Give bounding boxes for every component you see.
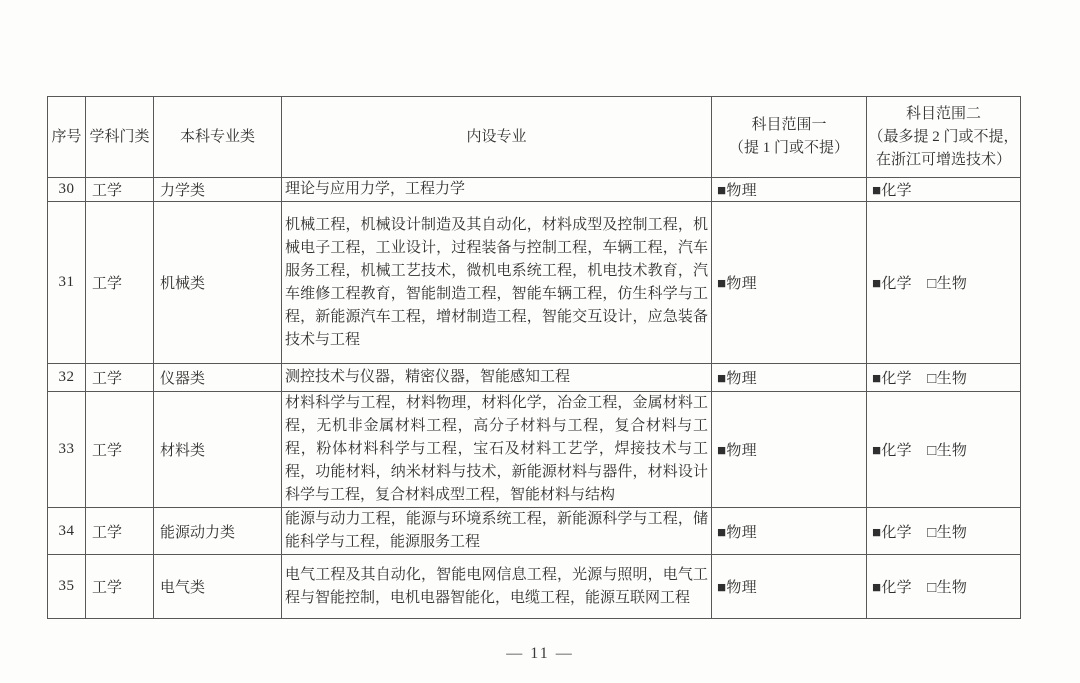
discipline-category-cell: 工学 <box>86 508 154 555</box>
subject-range-2-cell: ■化学 □生物 <box>867 508 1021 555</box>
major-class-cell: 机械类 <box>154 202 282 364</box>
discipline-category-cell: 工学 <box>86 392 154 508</box>
serial-number-cell: 32 <box>48 364 86 392</box>
included-majors-cell: 理论与应用力学，工程力学 <box>282 178 712 202</box>
col-header-discipline-category-label: 学科门类 <box>89 128 150 145</box>
serial-number-cell: 34 <box>48 508 86 555</box>
included-majors-cell: 材料科学与工程，材料物理，材料化学，冶金工程，金属材料工程，无机非金属材料工程，高分子材料与工程，复合材料与工程，粉体材料科学与工程，宝石及材料工艺学，焊接技术与工程，功能材料，纳米材料与技术，新能源材料与器件，材料设计科学与工程，复合材料成型工程，智能材料与结构 <box>282 392 712 508</box>
subject-range-2-note-line1: （最多提 2 门或不提， <box>868 128 1019 145</box>
majors-subject-requirements-table <box>47 96 1021 619</box>
col-header-undergrad-major-class-label: 本科专业类 <box>179 128 255 145</box>
table-header-row <box>48 97 1021 178</box>
subject-range-1-cell: ■物理 <box>712 178 867 202</box>
subject-range-1-title: 科目范围一 <box>751 117 827 133</box>
subject-range-2-cell: ■化学 □生物 <box>867 392 1021 508</box>
page-number: — 11 — <box>506 645 574 662</box>
discipline-category-cell: 工学 <box>86 364 154 392</box>
col-header-included-majors <box>282 97 712 178</box>
subject-range-1-note: （提 1 门或不提） <box>728 140 849 156</box>
subject-range-2-note-line2: 在浙江可增选技术） <box>875 151 1011 168</box>
subject-range-2-cell: ■化学 □生物 <box>867 202 1021 364</box>
subject-range-1-cell: ■物理 <box>712 392 867 508</box>
serial-number-cell: 33 <box>48 392 86 508</box>
serial-number-cell: 35 <box>48 555 86 619</box>
table-row <box>48 555 1021 619</box>
col-header-included-majors-label: 内设专业 <box>466 128 527 145</box>
subject-range-2-cell: ■化学 <box>867 178 1021 202</box>
table-row <box>48 364 1021 392</box>
serial-number-cell: 31 <box>48 202 86 364</box>
major-class-cell: 电气类 <box>154 555 282 619</box>
col-header-undergrad-major-class <box>154 97 282 178</box>
col-header-subject-range-1 <box>712 97 867 178</box>
included-majors-cell: 电气工程及其自动化，智能电网信息工程，光源与照明，电气工程与智能控制，电机电器智能化，电缆工程，能源互联网工程 <box>282 555 712 619</box>
subject-range-1-cell: ■物理 <box>712 555 867 619</box>
included-majors-cell: 能源与动力工程，能源与环境系统工程，新能源科学与工程，储能科学与工程，能源服务工程 <box>282 508 712 555</box>
discipline-category-cell: 工学 <box>86 202 154 364</box>
subject-range-2-cell: ■化学 □生物 <box>867 555 1021 619</box>
col-header-subject-range-2 <box>867 97 1021 178</box>
table-row <box>48 508 1021 555</box>
col-header-serial-number <box>48 97 86 178</box>
subject-range-1-cell: ■物理 <box>712 364 867 392</box>
included-majors-cell: 测控技术与仪器，精密仪器，智能感知工程 <box>282 364 712 392</box>
discipline-category-cell: 工学 <box>86 555 154 619</box>
discipline-category-cell: 工学 <box>86 178 154 202</box>
serial-number-cell: 30 <box>48 178 86 202</box>
included-majors-cell: 机械工程，机械设计制造及其自动化，材料成型及控制工程，机械电子工程，工业设计，过程装备与控制工程，车辆工程，汽车服务工程，机械工艺技术，微机电系统工程，机电技术教育，汽车维修工程教育，智能制造工程，智能车辆工程，仿生科学与工程，新能源汽车工程，增材制造工程，智能交互设计，应急装备技术与工程 <box>282 202 712 364</box>
major-class-cell: 力学类 <box>154 178 282 202</box>
major-class-cell: 仪器类 <box>154 364 282 392</box>
subject-range-1-cell: ■物理 <box>712 508 867 555</box>
col-header-discipline-category <box>86 97 154 178</box>
major-class-cell: 材料类 <box>154 392 282 508</box>
major-class-cell: 能源动力类 <box>154 508 282 555</box>
subject-range-1-cell: ■物理 <box>712 202 867 364</box>
col-header-serial-number-label: 序号 <box>51 128 82 145</box>
table-row <box>48 178 1021 202</box>
table-row <box>48 392 1021 508</box>
subject-range-2-cell: ■化学 □生物 <box>867 364 1021 392</box>
table-row <box>48 202 1021 364</box>
subject-range-2-title: 科目范围二 <box>905 105 981 122</box>
